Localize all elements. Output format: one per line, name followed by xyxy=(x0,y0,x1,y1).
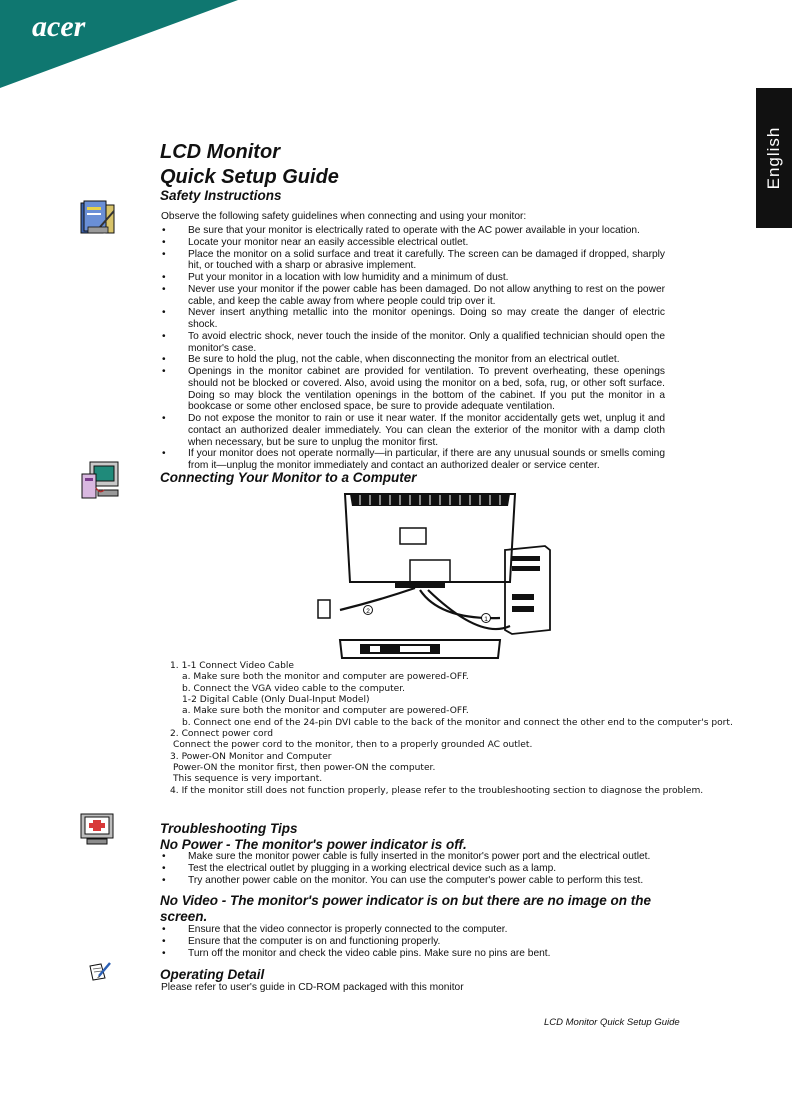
list-item: • Turn off the monitor and check the video cable pins. Make sure no pins are bent. xyxy=(160,948,700,960)
step-line: a. Make sure both the monitor and computer are powered-OFF. xyxy=(182,672,469,683)
title-line-1: LCD Monitor xyxy=(160,141,280,163)
safety-book-icon xyxy=(80,197,118,237)
list-item: • Be sure to hold the plug, not the cable, when disconnecting the monitor from an electrical outlet. xyxy=(160,354,665,366)
callout-label: 1 xyxy=(484,616,488,623)
list-item: • Place the monitor on a solid surface and treat it carefully. The screen can be damaged if dropped, sharply hit, or touched with a sharp or abrasive implement. xyxy=(160,249,665,273)
monitor-troubleshoot-icon xyxy=(79,812,115,846)
acer-logo: acer xyxy=(32,10,86,43)
step-line: 2. Connect power cord xyxy=(170,729,273,740)
step-line: 4. If the monitor still does not function properly, please refer to the troubleshooting section to diagnose the problem. xyxy=(170,785,704,796)
no-video-heading: No Video - The monitor's power indicator is on but there are no image on the xyxy=(160,893,652,908)
no-video-list xyxy=(160,924,700,959)
step-line: Power-ON the monitor first, then power-ON the computer. xyxy=(173,763,436,774)
operating-text: Please refer to user's guide in CD-ROM packaged with this monitor xyxy=(161,982,464,993)
language-tab xyxy=(756,88,792,228)
list-item: • Never insert anything metallic into the monitor openings. Doing so may create the danger of electric shock. xyxy=(160,307,665,331)
step-line: b. Connect the VGA video cable to the computer. xyxy=(182,683,406,694)
list-item: • Test the electrical outlet by plugging in a working electrical device such as a lamp. xyxy=(160,863,700,875)
troubleshooting-heading: Troubleshooting Tips xyxy=(160,821,298,836)
pencil-note-icon xyxy=(87,960,113,982)
no-power-list xyxy=(160,851,700,886)
step-line: a. Make sure both the monitor and computer are powered-OFF. xyxy=(182,706,469,717)
safety-list xyxy=(160,225,665,472)
monitor-back-illustration xyxy=(345,494,515,588)
connection-steps xyxy=(170,661,733,797)
list-item: • Be sure that your monitor is electrically rated to operate with the AC power available in your location. xyxy=(160,225,665,237)
connection-diagram xyxy=(300,490,580,670)
operating-heading: Operating Detail xyxy=(160,967,265,982)
list-item: • If your monitor does not operate normally—in particular, if there are any unusual sounds or smells coming from it—unplug the monitor immediately and contact an authorized dealer or service center. xyxy=(160,448,665,472)
list-item: • Try another power cable on the monitor. You can use the computer's power cable to perform this test. xyxy=(160,875,700,887)
connecting-heading: Connecting Your Monitor to a Computer xyxy=(160,470,417,485)
document-title xyxy=(160,140,339,190)
step-line: 1-2 Digital Cable (Only Dual-Input Model) xyxy=(182,695,370,706)
list-item: • Ensure that the video connector is properly connected to the computer. xyxy=(160,924,700,936)
list-item: • Openings in the monitor cabinet are provided for ventilation. To prevent overheating, these openings should not be blocked or covered. Also, avoid using the monitor on a bed, sofa, rug, or other soft surface. Doing so may block the ventilation openings in the bottom of the cabinet. If you put the monitor in a bookcase or some other enclosed space, be sure to provide adequate ventilation. xyxy=(160,366,665,413)
wall-outlet xyxy=(318,600,330,618)
acer-logo-banner xyxy=(0,0,238,88)
page-footer: LCD Monitor Quick Setup Guide xyxy=(544,1017,680,1028)
language-tab-label: English xyxy=(764,126,783,190)
list-item: • Do not expose the monitor to rain or use it near water. If the monitor accidentally gets wet, unplug it and contact an authorized dealer immediately. You can clean the exterior of the monitor with a damp cloth when necessary, but be sure to unplug the monitor first. xyxy=(160,413,665,448)
callout-label: 2 xyxy=(366,608,370,615)
list-item: • To avoid electric shock, never touch the inside of the monitor. Only a qualified technician should open the monitor's case. xyxy=(160,331,665,355)
step-line: b. Connect one end of the 24-pin DVI cable to the back of the monitor and connect the other end to the computer's port. xyxy=(182,717,733,728)
step-line: Connect the power cord to the monitor, then to a properly grounded AC outlet. xyxy=(173,740,533,751)
step-line: 3. Power-ON Monitor and Computer xyxy=(170,751,332,762)
list-item: • Put your monitor in a location with low humidity and a minimum of dust. xyxy=(160,272,665,284)
computer-connection-icon xyxy=(80,460,120,500)
list-item: • Make sure the monitor power cable is fully inserted in the monitor's power port and the electrical outlet. xyxy=(160,851,700,863)
list-item: • Ensure that the computer is on and functioning properly. xyxy=(160,936,700,948)
step-line: 1. 1-1 Connect Video Cable xyxy=(170,661,294,671)
list-item: • Never use your monitor if the power cable has been damaged. Do not allow anything to rest on the power cable, and keep the cable away from where people could trip over it. xyxy=(160,284,665,308)
step-line: This sequence is very important. xyxy=(173,774,323,785)
title-line-2: Quick Setup Guide xyxy=(160,166,339,188)
safety-intro: Observe the following safety guidelines when connecting and using your monitor: xyxy=(161,211,527,222)
no-power-heading: No Power - The monitor's power indicator is off. xyxy=(160,837,467,852)
safety-heading: Safety Instructions xyxy=(160,188,282,203)
monitor-connector-panel xyxy=(340,640,500,658)
no-video-heading-cont: screen. xyxy=(160,909,208,924)
list-item: • Locate your monitor near an easily accessible electrical outlet. xyxy=(160,237,665,249)
